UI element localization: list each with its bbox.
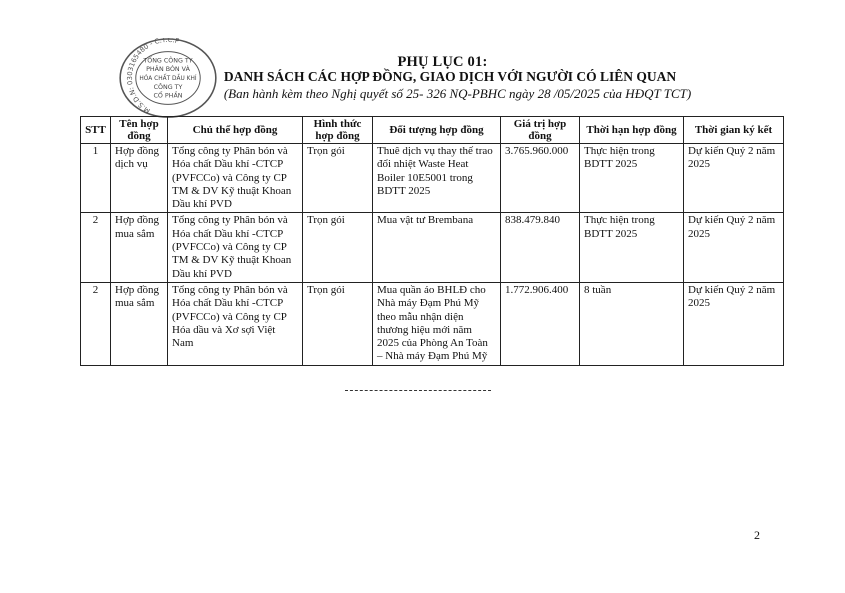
page-number: 2 — [754, 528, 760, 542]
stt-cell: 1 — [81, 144, 111, 213]
term-cell: Thực hiện trong BDTT 2025 — [580, 144, 684, 213]
svg-text:M.S.D.N: 0303165480 - C.T.C.P: M.S.D.N: 0303165480 - C.T.C.P — [125, 38, 180, 115]
parties-cell: Tổng công ty Phân bón và Hóa chất Dầu khí -CTCP (PVFCCo) và Công ty CP TM & DV Kỹ thuật Khoan Dầu khí PVD — [168, 213, 303, 282]
value-cell: 838.479.840 — [501, 213, 580, 282]
value-cell: 1.772.906.400 — [501, 282, 580, 365]
form-cell: Trọn gói — [303, 282, 373, 365]
svg-text:CỔ PHẦN: CỔ PHẦN — [153, 92, 183, 100]
appendix-title: PHỤ LỤC 01: — [397, 54, 488, 70]
svg-text:PHÂN BÓN VÀ: PHÂN BÓN VÀ — [146, 66, 190, 74]
contract-name-cell: Hợp đồng dịch vụ — [111, 144, 168, 213]
stt-cell: 2 — [81, 282, 111, 365]
parties-cell: Tổng công ty Phân bón và Hóa chất Dầu khí -CTCP (PVFCCo) và Công ty CP TM & DV Kỹ thuật Khoan Dầu khí PVD — [168, 144, 303, 213]
svg-text:HÓA CHẤT DẦU KHÍ: HÓA CHẤT DẦU KHÍ — [139, 75, 197, 82]
resolution-reference: (Ban hành kèm theo Nghị quyết số 25- 326 NQ-PBHC ngày 28 /05/2025 của HĐQT TCT) — [223, 86, 692, 101]
form-cell: Trọn gói — [303, 144, 373, 213]
subject-cell: Thuê dịch vụ thay thế trao đổi nhiệt Waste Heat Boiler 10E5001 trong BDTT 2025 — [373, 144, 501, 213]
document-subtitle: DANH SÁCH CÁC HỢP ĐỒNG, GIAO DỊCH VỚI NGƯỜI CÓ LIÊN QUAN — [223, 69, 677, 84]
value-cell: 3.765.960.000 — [501, 144, 580, 213]
subject-cell: Mua quần áo BHLĐ cho Nhà máy Đạm Phú Mỹ theo mẫu nhận diện thương hiệu mới năm 2025 của Phòng An Toàn – Nhà máy Đạm Phú Mỹ — [373, 282, 501, 365]
term-cell: Thực hiện trong BDTT 2025 — [580, 213, 684, 282]
svg-text:CÔNG TY: CÔNG TY — [153, 83, 183, 91]
table-row — [81, 144, 784, 213]
svg-text:TỔNG CÔNG TY: TỔNG CÔNG TY — [143, 57, 193, 65]
signing-cell: Dự kiến Quý 2 năm 2025 — [684, 282, 784, 365]
column-header: Giá trị hợp đồng — [501, 117, 580, 144]
stt-cell: 2 — [81, 213, 111, 282]
table-header-row — [81, 117, 784, 144]
column-header: STT — [81, 117, 111, 144]
subject-cell: Mua vật tư Brembana — [373, 213, 501, 282]
contract-name-cell: Hợp đồng mua sắm — [111, 213, 168, 282]
column-header: Thời hạn hợp đồng — [580, 117, 684, 144]
column-header: Đối tượng hợp đồng — [373, 117, 501, 144]
column-header: Hình thức hợp đồng — [303, 117, 373, 144]
end-divider — [345, 390, 491, 391]
contract-name-cell: Hợp đồng mua sắm — [111, 282, 168, 365]
column-header: Tên hợp đồng — [111, 117, 168, 144]
column-header: Chủ thể hợp đồng — [168, 117, 303, 144]
signing-cell: Dự kiến Quý 2 năm 2025 — [684, 144, 784, 213]
table-row — [81, 213, 784, 282]
table-row — [81, 282, 784, 365]
column-header: Thời gian ký kết — [684, 117, 784, 144]
form-cell: Trọn gói — [303, 213, 373, 282]
term-cell: 8 tuần — [580, 282, 684, 365]
signing-cell: Dự kiến Quý 2 năm 2025 — [684, 213, 784, 282]
contracts-table — [80, 116, 784, 366]
parties-cell: Tổng công ty Phân bón và Hóa chất Dầu khí -CTCP (PVFCCo) và Công ty CP Hóa dầu và Xơ sợi Việt Nam — [168, 282, 303, 365]
